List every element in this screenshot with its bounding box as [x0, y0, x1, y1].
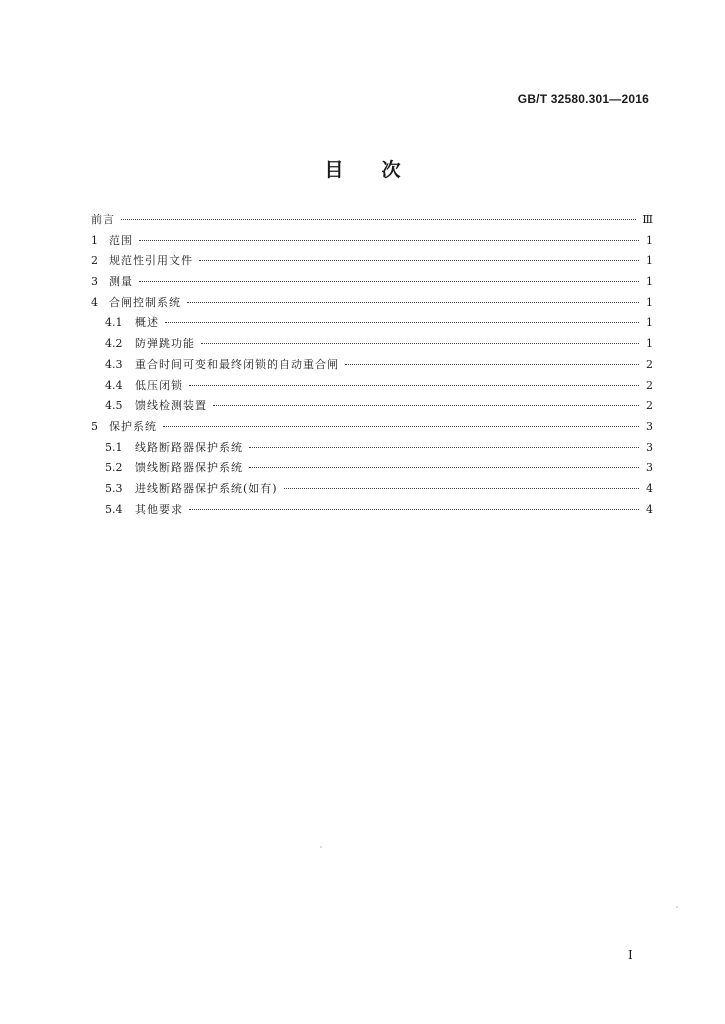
dot-leader: [189, 509, 639, 510]
toc-entry-number: 2: [91, 254, 98, 268]
toc-entry-number: 4.3: [105, 357, 123, 371]
toc-entry-label: 规范性引用文件: [109, 254, 193, 268]
toc-entry-label: 线路断路器保护系统: [135, 440, 243, 454]
toc-entry-number: 3: [91, 275, 98, 289]
toc-entry-number: 5.4: [105, 502, 123, 516]
toc-entry-page: 1: [646, 254, 653, 268]
toc-entry-label: 重合时间可变和最终闭锁的自动重合闸: [135, 357, 339, 371]
dot-leader: [201, 343, 639, 344]
toc-title-part1: 目: [324, 159, 344, 181]
toc-entry-label: 范围: [109, 233, 133, 247]
toc-entry-label: 概述: [135, 316, 159, 330]
toc-entry-page: 1: [646, 295, 653, 309]
table-of-contents: [91, 211, 653, 521]
toc-entry-page: 1: [646, 337, 653, 351]
dot-leader: [199, 260, 639, 261]
scan-speck: [676, 906, 678, 908]
toc-entry-number: 4.5: [105, 399, 123, 413]
toc-entry-5-1[interactable]: [91, 439, 653, 460]
dot-leader: [284, 488, 639, 489]
toc-entry-2[interactable]: [91, 252, 653, 273]
toc-entry-label: 低压闭锁: [135, 378, 183, 392]
toc-entry-4-4[interactable]: [91, 377, 653, 398]
toc-entry-label: 合闸控制系统: [109, 295, 181, 309]
dot-leader: [189, 385, 639, 386]
toc-entry-4[interactable]: [91, 294, 653, 315]
toc-entry-number: 5.3: [105, 481, 123, 495]
toc-entry-page: 1: [646, 275, 653, 289]
standard-number: GB/T 32580.301—2016: [517, 92, 649, 106]
toc-entry-page: Ⅲ: [642, 213, 653, 226]
toc-title-part2: 次: [381, 159, 401, 181]
toc-entry-number: 1: [91, 233, 98, 247]
dot-leader: [139, 240, 639, 241]
toc-entry-number: 5.2: [105, 461, 123, 475]
toc-entry-number: 4.1: [105, 316, 123, 330]
toc-entry-label: 其他要求: [135, 502, 183, 516]
toc-entry-number: 4.4: [105, 378, 123, 392]
toc-entry-5[interactable]: [91, 418, 653, 439]
toc-entry-number: 5.1: [105, 440, 123, 454]
toc-entry-number: 4.2: [105, 337, 123, 351]
toc-entry-foreword[interactable]: [91, 211, 653, 232]
toc-entry-4-2[interactable]: [91, 335, 653, 356]
dot-leader: [165, 322, 639, 323]
dot-leader: [345, 364, 639, 365]
toc-entry-4-3[interactable]: [91, 356, 653, 377]
toc-entry-page: 4: [646, 481, 653, 495]
toc-entry-label: 防弹跳功能: [135, 337, 195, 351]
toc-entry-1[interactable]: [91, 232, 653, 253]
toc-entry-label: 测量: [109, 275, 133, 289]
toc-entry-label: 前言: [91, 213, 115, 226]
toc-entry-page: 2: [646, 399, 653, 413]
toc-entry-5-4[interactable]: [91, 501, 653, 522]
toc-entry-page: 4: [646, 502, 653, 516]
toc-entry-5-2[interactable]: [91, 459, 653, 480]
toc-entry-3[interactable]: [91, 273, 653, 294]
toc-entry-page: 2: [646, 357, 653, 371]
dot-leader: [139, 281, 639, 282]
toc-entry-page: 3: [646, 461, 653, 475]
toc-entry-number: 4: [91, 295, 98, 309]
dot-leader: [121, 219, 636, 220]
dot-leader: [213, 405, 639, 406]
toc-entry-4-1[interactable]: [91, 314, 653, 335]
toc-entry-page: 1: [646, 316, 653, 330]
dot-leader: [249, 467, 639, 468]
toc-entry-4-5[interactable]: [91, 397, 653, 418]
toc-entry-page: 3: [646, 440, 653, 454]
toc-entry-number: 5: [91, 419, 98, 433]
scan-speck: [320, 846, 322, 848]
toc-title: [0, 155, 725, 182]
toc-entry-page: 3: [646, 419, 653, 433]
toc-entry-page: 1: [646, 233, 653, 247]
toc-entry-label: 馈线检测装置: [135, 399, 207, 413]
toc-entry-page: 2: [646, 378, 653, 392]
dot-leader: [163, 426, 639, 427]
page-number: I: [628, 948, 633, 962]
dot-leader: [249, 447, 639, 448]
toc-entry-label: 进线断路器保护系统(如有): [135, 481, 278, 495]
toc-entry-label: 馈线断路器保护系统: [135, 461, 243, 475]
toc-entry-label: 保护系统: [109, 419, 157, 433]
dot-leader: [187, 302, 639, 303]
toc-entry-5-3[interactable]: [91, 480, 653, 501]
